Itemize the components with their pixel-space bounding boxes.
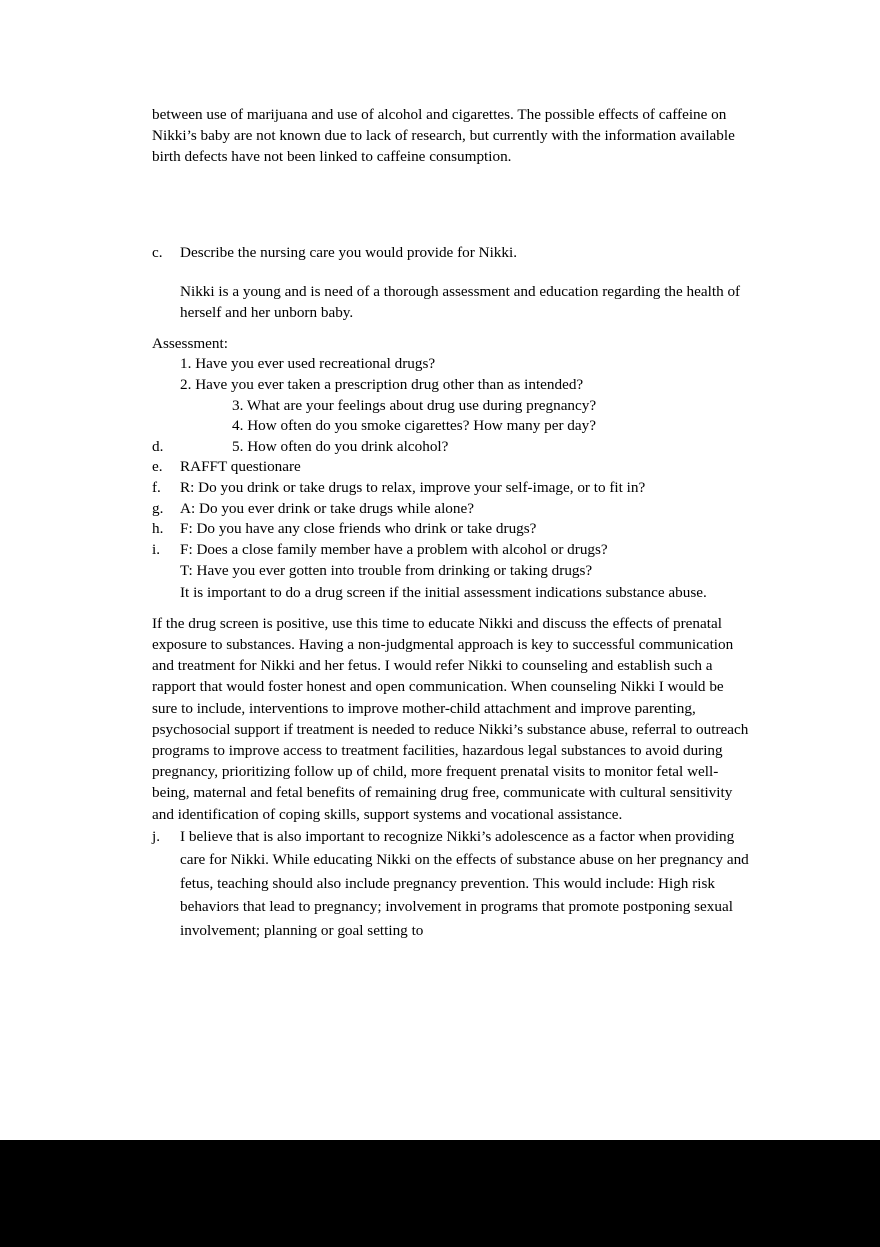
item-i-subline-2: It is important to do a drug screen if the initial assessment indications substance abuse. (180, 583, 707, 601)
list-text-h: F: Do you have any close friends who drink or take drugs? (180, 520, 537, 538)
paragraph-drug-screen: If the drug screen is positive, use this time to educate Nikki and discuss the effects of prenatal exposure to substances. Having a non-judgmental approach is key to successful communication and treatment for Nikki and her fetus. I would refer Nikki to counseling and establish such a rapport that would foster honest and open communication. When counseling Nikki I would be sure to include, interventions to improve mother-child attachment and improve parenting, psychosocial support if treatment is needed to reduce Nikki’s substance abuse, referral to outreach programs to improve access to treatment facilities, hazardous legal substances to avoid during pregnancy, prioritizing follow up of child, more frequent prenatal visits to monitor fetal well-being, maternal and fetal benefits of remaining drug free, communicate with cultural sensitivity and identification of coping skills, support systems and vocational assistance. (152, 614, 749, 823)
list-item-e (152, 457, 752, 478)
spacer (152, 168, 752, 242)
list-text-e: RAFFT questionare (180, 458, 301, 476)
list-marker-e: e. (152, 458, 163, 476)
assessment-heading: Assessment: (152, 335, 228, 353)
spacer (152, 603, 752, 613)
bottom-black-band (0, 1140, 880, 1247)
list-item-c (152, 242, 752, 263)
paragraph-top-continuation: between use of marijuana and use of alcohol and cigarettes. The possible effects of caffeine on Nikki’s baby are not known due to lack of research, but currently with the information available birth defects have not been linked to caffeine consumption. (152, 106, 735, 166)
assessment-item-4: 4. How often do you smoke cigarettes? How many per day? (232, 417, 596, 435)
spacer (152, 263, 752, 281)
spacer (152, 323, 752, 333)
list-item-j (152, 825, 752, 943)
list-text-d: 5. How often do you drink alcohol? (232, 437, 449, 455)
list-item-i (152, 540, 752, 561)
assessment-item-1: 1. Have you ever used recreational drugs? (180, 355, 436, 373)
page-content (152, 104, 752, 942)
list-text-i: F: Does a close family member have a problem with alcohol or drugs? (180, 540, 608, 558)
list-marker-d: d. (152, 437, 164, 455)
list-marker-g: g. (152, 499, 164, 517)
list-marker-c: c. (152, 243, 163, 261)
list-marker-i: i. (152, 540, 161, 558)
list-marker-j: j. (152, 827, 161, 845)
list-item-h (152, 519, 752, 540)
list-marker-f: f. (152, 478, 161, 496)
list-text-g: A: Do you ever drink or take drugs while alone? (180, 499, 474, 517)
list-item-g (152, 499, 752, 520)
list-item-f (152, 478, 752, 499)
list-marker-h: h. (152, 520, 164, 538)
list-text-c: Describe the nursing care you would provide for Nikki. (180, 243, 517, 261)
list-item-d (152, 437, 752, 458)
list-text-j: I believe that is also important to recognize Nikki’s adolescence as a factor when providing care for Nikki. While educating Nikki on the effects of substance abuse on her pregnancy and fetus, teaching should also include pregnancy prevention. This would include: High risk behaviors that lead to pregnancy; involvement in programs that promote postponing sexual involvement; planning or goal setting to (180, 827, 749, 939)
item-i-subline-1: T: Have you ever gotten into trouble from drinking or taking drugs? (180, 562, 593, 580)
assessment-item-3: 3. What are your feelings about drug use during pregnancy? (232, 396, 597, 414)
paragraph-nikki-intro: Nikki is a young and is need of a thorough assessment and education regarding the health of herself and her unborn baby. (180, 282, 741, 322)
list-text-f: R: Do you drink or take drugs to relax, improve your self-image, or to fit in? (180, 478, 646, 496)
assessment-item-2: 2. Have you ever taken a prescription drug other than as intended? (180, 376, 584, 394)
